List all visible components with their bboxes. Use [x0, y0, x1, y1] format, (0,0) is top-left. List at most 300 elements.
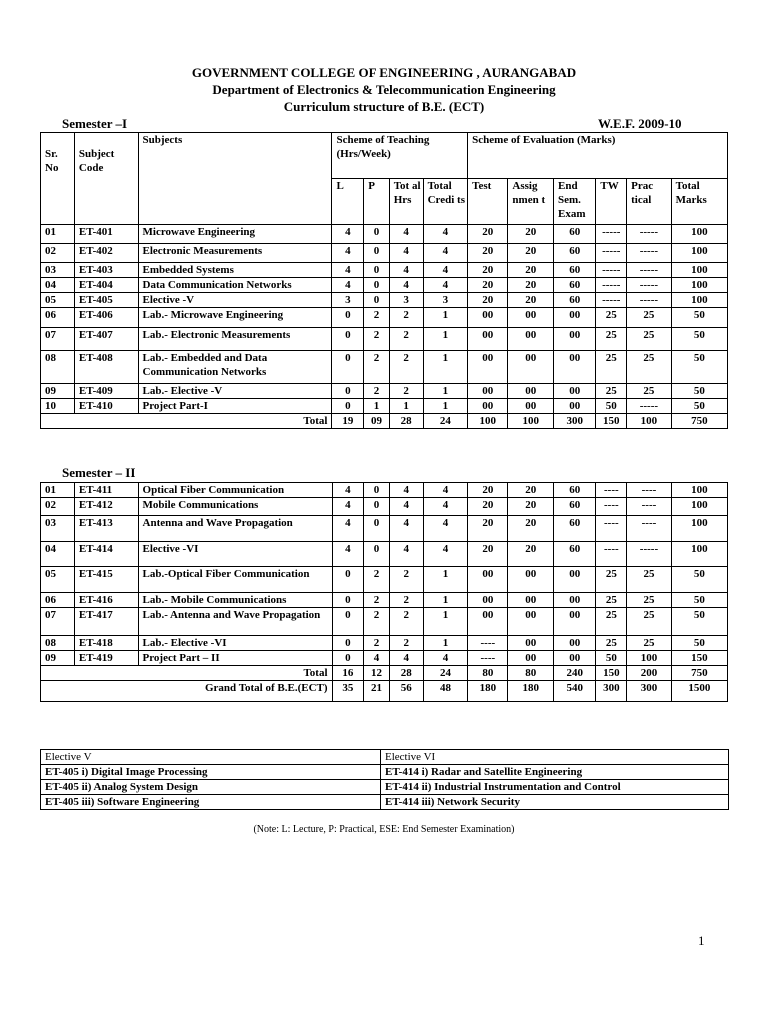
table-cell: 00	[508, 399, 554, 414]
table-cell: ----	[596, 516, 627, 542]
table-cell: 180	[508, 681, 554, 702]
page-number: 1	[698, 933, 705, 948]
table-cell: 25	[627, 608, 672, 636]
table-cell: 00	[468, 384, 508, 399]
table-cell: 19	[332, 414, 364, 429]
table-cell: 08	[41, 636, 75, 651]
table-cell: 02	[41, 498, 75, 516]
table-cell: 01	[41, 483, 75, 498]
table-cell: ----	[596, 542, 627, 567]
table-cell: 20	[508, 498, 554, 516]
table-cell: 20	[468, 293, 508, 308]
elective-row	[41, 780, 729, 795]
table-cell: ET-402	[74, 244, 138, 263]
table-row	[41, 516, 728, 542]
table-cell: 25	[627, 593, 672, 608]
table-cell: 20	[508, 263, 554, 278]
table-cell: ET-408	[74, 351, 138, 384]
elective-cell: ET-414 ii) Industrial Instrumentation and Control	[381, 780, 729, 795]
table-cell: 00	[468, 608, 508, 636]
table-cell: 60	[554, 263, 596, 278]
table-cell: 100	[671, 498, 727, 516]
table-cell: Elective -V	[138, 293, 332, 308]
table-cell: 25	[596, 567, 627, 593]
table-cell: 50	[671, 351, 727, 384]
table-cell: ET-410	[74, 399, 138, 414]
table-cell: 4	[332, 263, 364, 278]
table-cell: Project Part – II	[138, 651, 332, 666]
table-cell: 150	[596, 414, 627, 429]
table-cell: Antenna and Wave Propagation	[138, 516, 332, 542]
table-cell: ET-403	[74, 263, 138, 278]
table-cell: 50	[671, 399, 727, 414]
table-cell: 4	[332, 498, 364, 516]
table-cell: 60	[554, 542, 596, 567]
college-name: GOVERNMENT COLLEGE OF ENGINEERING , AURANGABAD	[191, 65, 577, 80]
table-cell: 28	[389, 414, 423, 429]
table-cell: 25	[627, 384, 672, 399]
header-sr-no: Sr. No	[41, 133, 75, 225]
header-l: L	[332, 179, 364, 225]
table-cell: 00	[554, 567, 596, 593]
table-cell: 100	[671, 263, 727, 278]
table-cell: -----	[627, 278, 672, 293]
table-cell: 24	[423, 414, 468, 429]
table-cell: 02	[41, 244, 75, 263]
table-cell: 06	[41, 593, 75, 608]
table-cell: 56	[389, 681, 423, 702]
header-test: Test	[468, 179, 508, 225]
table-cell: 00	[554, 608, 596, 636]
table-cell: 100	[671, 244, 727, 263]
table-cell: 60	[554, 293, 596, 308]
table-cell: ----	[627, 483, 672, 498]
table-cell: 60	[554, 244, 596, 263]
table-cell: Elective -VI	[138, 542, 332, 567]
table-cell: 2	[389, 608, 423, 636]
table-cell: 4	[332, 483, 364, 498]
table-cell: ET-404	[74, 278, 138, 293]
table-cell: 20	[468, 225, 508, 244]
header-total-credits: Total Credi ts	[423, 179, 468, 225]
table-cell: ET-418	[74, 636, 138, 651]
table-cell: 1	[423, 636, 468, 651]
table-cell: 1	[423, 593, 468, 608]
table-cell: 09	[41, 651, 75, 666]
table-cell: ----	[468, 651, 508, 666]
table-cell: 24	[423, 666, 468, 681]
table-cell: 100	[671, 278, 727, 293]
table-cell: 4	[423, 225, 468, 244]
table-row	[41, 244, 728, 263]
header-scheme-evaluation: Scheme of Evaluation (Marks)	[468, 133, 728, 179]
table-cell: ET-413	[74, 516, 138, 542]
table-cell: 01	[41, 225, 75, 244]
table-cell: 48	[423, 681, 468, 702]
table-cell: 0	[332, 651, 364, 666]
table-cell: 00	[554, 351, 596, 384]
table-cell: Electronic Measurements	[138, 244, 332, 263]
table-cell: 00	[554, 328, 596, 351]
table-cell: 60	[554, 498, 596, 516]
table-cell: 4	[332, 542, 364, 567]
table-cell: 05	[41, 567, 75, 593]
table-cell: 2	[364, 308, 389, 328]
table-cell: 10	[41, 399, 75, 414]
semester-1-table	[40, 132, 728, 429]
table-cell: 00	[508, 351, 554, 384]
table-cell: 540	[554, 681, 596, 702]
table-cell: Lab.- Embedded and Data Communication Networks	[138, 351, 332, 384]
table-cell: 180	[468, 681, 508, 702]
table-cell: 2	[389, 567, 423, 593]
header-tw: TW	[596, 179, 627, 225]
table-cell: 60	[554, 278, 596, 293]
table-cell: 4	[332, 244, 364, 263]
table-cell: ET-407	[74, 328, 138, 351]
table-cell: 2	[364, 567, 389, 593]
table-cell: 0	[364, 498, 389, 516]
table-cell: 00	[468, 328, 508, 351]
semester-2-table	[40, 482, 728, 702]
table-cell: 150	[596, 666, 627, 681]
table-cell: ET-405	[74, 293, 138, 308]
table-cell: 1	[423, 351, 468, 384]
table-cell: ET-411	[74, 483, 138, 498]
table-cell: 20	[468, 278, 508, 293]
table-cell: Data Communication Networks	[138, 278, 332, 293]
table-cell: 00	[468, 399, 508, 414]
table-cell: 07	[41, 608, 75, 636]
table-cell: 0	[364, 225, 389, 244]
table-row	[41, 636, 728, 651]
table-cell: 2	[389, 636, 423, 651]
table-cell: 0	[332, 308, 364, 328]
table-cell: 3	[423, 293, 468, 308]
grand-total-row	[41, 681, 728, 702]
table-cell: 4	[389, 483, 423, 498]
table-cell: 100	[671, 225, 727, 244]
header-end-sem-exam: End Sem. Exam	[554, 179, 596, 225]
department-name: Department of Electronics & Telecommunication Engineering	[212, 82, 556, 97]
header-p: P	[364, 179, 389, 225]
table-row	[41, 308, 728, 328]
elective-cell: ET-414 i) Radar and Satellite Engineering	[381, 765, 729, 780]
table-cell: ET-406	[74, 308, 138, 328]
header-scheme-teaching: Scheme of Teaching (Hrs/Week)	[332, 133, 468, 179]
table-cell: 09	[364, 414, 389, 429]
table-cell: 3	[389, 293, 423, 308]
table-cell: 4	[364, 651, 389, 666]
table-cell: 1	[364, 399, 389, 414]
table-row	[41, 593, 728, 608]
table-cell: 300	[627, 681, 672, 702]
table-row	[41, 384, 728, 399]
table-cell: 00	[554, 636, 596, 651]
table-row	[41, 399, 728, 414]
elective-cell: ET-405 iii) Software Engineering	[41, 795, 381, 810]
table-cell: 750	[671, 666, 727, 681]
table-cell: 4	[423, 542, 468, 567]
table-cell: 20	[508, 293, 554, 308]
table-cell: 50	[671, 384, 727, 399]
header-total-hrs: Tot al Hrs	[389, 179, 423, 225]
header-subjects: Subjects	[138, 133, 332, 225]
table-cell: 20	[508, 225, 554, 244]
table-cell: 4	[389, 516, 423, 542]
table-cell: 04	[41, 542, 75, 567]
table-cell: Lab.- Mobile Communications	[138, 593, 332, 608]
table-cell: 25	[627, 308, 672, 328]
table-cell: 4	[389, 498, 423, 516]
table-cell: 1	[423, 308, 468, 328]
table-cell: 25	[596, 608, 627, 636]
table-cell: 1	[389, 399, 423, 414]
table-cell: 20	[468, 498, 508, 516]
table-cell: 60	[554, 516, 596, 542]
table-cell: ET-416	[74, 593, 138, 608]
table-cell: 0	[364, 263, 389, 278]
table-cell: 100	[671, 542, 727, 567]
table-cell: 80	[508, 666, 554, 681]
table-cell: 0	[364, 278, 389, 293]
table-cell: -----	[627, 293, 672, 308]
table-cell: 20	[468, 516, 508, 542]
table-cell: 1	[423, 384, 468, 399]
table-cell: 4	[389, 244, 423, 263]
table-cell: 0	[332, 567, 364, 593]
table-cell: 4	[332, 225, 364, 244]
elective-row	[41, 765, 729, 780]
table-cell: 0	[332, 608, 364, 636]
table-cell: 4	[423, 263, 468, 278]
table-cell: 50	[671, 308, 727, 328]
table-cell: Lab.- Elective -VI	[138, 636, 332, 651]
table-cell: 300	[554, 414, 596, 429]
table-cell: 25	[627, 567, 672, 593]
table-cell: 25	[596, 384, 627, 399]
table-row	[41, 263, 728, 278]
table-cell: ----	[627, 516, 672, 542]
table-cell: 4	[389, 651, 423, 666]
table-cell: 4	[389, 542, 423, 567]
table-cell: -----	[596, 293, 627, 308]
table-cell: 00	[508, 608, 554, 636]
table-cell: 0	[364, 483, 389, 498]
table-cell: 0	[364, 244, 389, 263]
table-cell: 00	[554, 593, 596, 608]
table-cell: 1	[423, 328, 468, 351]
table-cell: Project Part-I	[138, 399, 332, 414]
table-cell: -----	[627, 225, 672, 244]
table-cell: 25	[627, 636, 672, 651]
table-cell: 00	[554, 651, 596, 666]
table-cell: Lab.-Optical Fiber Communication	[138, 567, 332, 593]
table-cell: Lab.- Antenna and Wave Propagation	[138, 608, 332, 636]
table-cell: 05	[41, 293, 75, 308]
table-cell: 100	[468, 414, 508, 429]
table-cell: Lab.- Microwave Engineering	[138, 308, 332, 328]
table-row	[41, 608, 728, 636]
table-cell: 03	[41, 516, 75, 542]
elective-v-header: Elective V	[41, 750, 381, 765]
table-cell: 2	[364, 608, 389, 636]
table-cell: 2	[364, 328, 389, 351]
table-cell: -----	[627, 263, 672, 278]
header-subject-code: Subject Code	[74, 133, 138, 225]
table-cell: 00	[508, 384, 554, 399]
table-cell: 0	[364, 542, 389, 567]
table-cell: 0	[332, 399, 364, 414]
table-cell: 80	[468, 666, 508, 681]
table-cell: 00	[554, 308, 596, 328]
table-cell: 4	[423, 278, 468, 293]
table-cell: 20	[508, 244, 554, 263]
table-row	[41, 651, 728, 666]
table-cell: 50	[671, 636, 727, 651]
table-cell: 150	[671, 651, 727, 666]
table-cell: -----	[596, 278, 627, 293]
table-cell: 750	[671, 414, 727, 429]
table-cell: 2	[389, 308, 423, 328]
table-cell: 50	[671, 593, 727, 608]
table-cell: 4	[389, 225, 423, 244]
table-cell: 4	[389, 278, 423, 293]
semester-1-total-row	[41, 414, 728, 429]
table-cell: 20	[468, 542, 508, 567]
table-cell: 35	[332, 681, 364, 702]
table-cell: Lab.- Elective -V	[138, 384, 332, 399]
table-cell: 20	[508, 483, 554, 498]
table-cell: 60	[554, 483, 596, 498]
table-cell: 2	[364, 384, 389, 399]
table-cell: ----	[596, 483, 627, 498]
table-cell: 00	[554, 384, 596, 399]
elective-vi-header: Elective VI	[381, 750, 729, 765]
semester-1-title: Semester –I	[62, 116, 128, 131]
table-cell: 00	[468, 567, 508, 593]
table-cell: 25	[627, 328, 672, 351]
table-cell: 28	[389, 666, 423, 681]
table-cell: 25	[596, 636, 627, 651]
table-cell: 50	[671, 608, 727, 636]
table-cell: ----	[596, 498, 627, 516]
table-row	[41, 483, 728, 498]
table-cell: 08	[41, 351, 75, 384]
table-cell: Mobile Communications	[138, 498, 332, 516]
table-cell: 2	[389, 593, 423, 608]
table-cell: 3	[332, 293, 364, 308]
table-cell: 50	[596, 651, 627, 666]
table-cell: Microwave Engineering	[138, 225, 332, 244]
table-cell: 4	[332, 278, 364, 293]
table-cell: ET-415	[74, 567, 138, 593]
table-row	[41, 278, 728, 293]
table-cell: Lab.- Electronic Measurements	[138, 328, 332, 351]
table-cell: 0	[364, 293, 389, 308]
table-cell: ET-417	[74, 608, 138, 636]
table-cell: 50	[671, 567, 727, 593]
table-cell: 4	[423, 651, 468, 666]
table-cell: ----	[468, 636, 508, 651]
table-cell: 1	[423, 399, 468, 414]
table-cell: 00	[508, 567, 554, 593]
table-cell: 00	[508, 328, 554, 351]
table-row	[41, 542, 728, 567]
table-cell: ET-401	[74, 225, 138, 244]
table-cell: -----	[627, 399, 672, 414]
curriculum-title: Curriculum structure of B.E. (ECT)	[283, 99, 485, 114]
table-cell: 2	[389, 328, 423, 351]
table-cell: -----	[596, 225, 627, 244]
table-cell: -----	[596, 263, 627, 278]
table-cell: 50	[671, 328, 727, 351]
table-row	[41, 225, 728, 244]
table-cell: 2	[364, 351, 389, 384]
elective-cell: ET-405 i) Digital Image Processing	[41, 765, 381, 780]
table-cell: 60	[554, 225, 596, 244]
table-row	[41, 328, 728, 351]
table-cell: 25	[627, 351, 672, 384]
table-cell: 50	[596, 399, 627, 414]
table-cell: 20	[468, 244, 508, 263]
wef-label: W.E.F. 2009-10	[598, 116, 682, 131]
table-cell: 240	[554, 666, 596, 681]
table-cell: 0	[364, 516, 389, 542]
table-cell: 300	[596, 681, 627, 702]
table-cell: 2	[389, 384, 423, 399]
table-cell: 00	[508, 636, 554, 651]
semester-2-title: Semester – II	[62, 465, 136, 480]
table-cell: 0	[332, 384, 364, 399]
header-practical: Prac tical	[627, 179, 672, 225]
table-row	[41, 498, 728, 516]
table-cell: 0	[332, 636, 364, 651]
semester-2-total-row-label: Total	[41, 666, 333, 681]
table-cell: 20	[468, 263, 508, 278]
table-cell: 0	[332, 351, 364, 384]
table-cell: 00	[468, 308, 508, 328]
table-cell: 4	[389, 263, 423, 278]
table-cell: Optical Fiber Communication	[138, 483, 332, 498]
table-cell: 4	[423, 483, 468, 498]
table-cell: 20	[508, 542, 554, 567]
table-cell: 1	[423, 567, 468, 593]
table-cell: 04	[41, 278, 75, 293]
table-cell: 00	[508, 593, 554, 608]
table-cell: 21	[364, 681, 389, 702]
table-cell: 00	[468, 351, 508, 384]
elective-cell: ET-414 iii) Network Security	[381, 795, 729, 810]
table-cell: 25	[596, 308, 627, 328]
table-cell: 4	[423, 516, 468, 542]
table-cell: ET-412	[74, 498, 138, 516]
elective-row	[41, 795, 729, 810]
table-row	[41, 351, 728, 384]
table-cell: ET-414	[74, 542, 138, 567]
table-cell: -----	[627, 542, 672, 567]
table-cell: 12	[364, 666, 389, 681]
table-cell: 2	[364, 636, 389, 651]
table-cell: 100	[671, 293, 727, 308]
table-cell: 20	[468, 483, 508, 498]
table-cell: 1	[423, 608, 468, 636]
table-cell: Embedded Systems	[138, 263, 332, 278]
table-cell: 100	[508, 414, 554, 429]
table-cell: 2	[364, 593, 389, 608]
header-assignment: Assig nmen t	[508, 179, 554, 225]
table-cell: 25	[596, 351, 627, 384]
